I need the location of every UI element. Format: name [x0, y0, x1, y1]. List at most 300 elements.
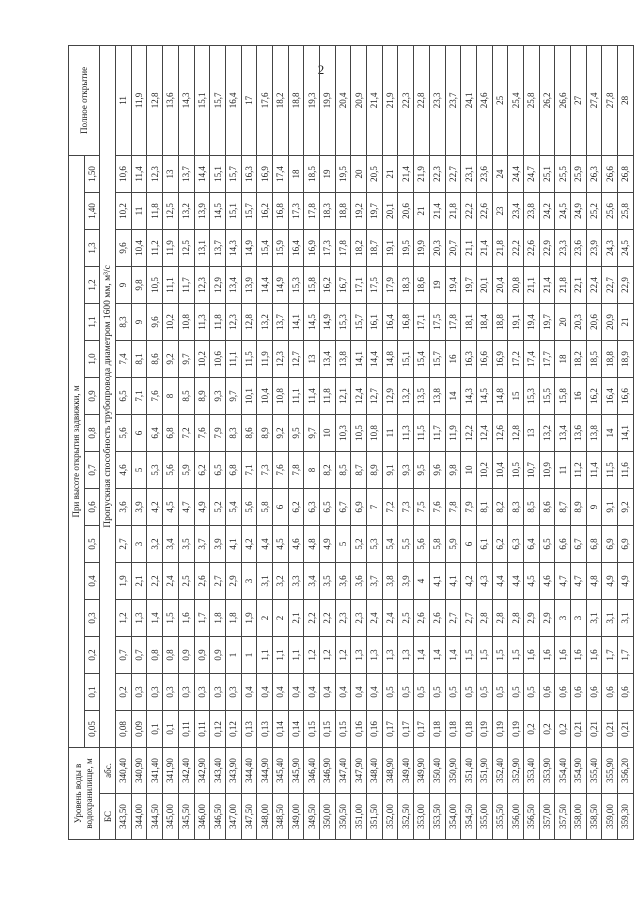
flow-cell: 6 [272, 489, 288, 526]
flow-cell: 7,3 [257, 452, 273, 489]
flow-cell: 7,6 [194, 415, 210, 452]
flow-cell: 7,9 [461, 489, 477, 526]
flow-cell: 2,1 [288, 600, 304, 637]
flow-cell: 9 [116, 267, 132, 304]
flow-cell: 19,9 [320, 45, 336, 155]
opening-header: 1,2 [84, 267, 100, 304]
flow-cell: 10,5 [147, 267, 163, 304]
flow-cell: 12,3 [272, 341, 288, 378]
flow-cell: 8,1 [476, 489, 492, 526]
flow-cell: 9,7 [178, 341, 194, 378]
table-row [147, 45, 163, 839]
flow-cell: 3,8 [382, 563, 398, 600]
flow-cell: 24,2 [539, 193, 555, 230]
flow-cell: 10,2 [116, 193, 132, 230]
flow-cell: 14,4 [367, 341, 383, 378]
flow-cell: 0,09 [131, 711, 147, 748]
flow-cell: 4,9 [618, 563, 634, 600]
flow-cell: 16,2 [257, 193, 273, 230]
flow-cell: 25,4 [508, 45, 524, 155]
opening-header: 0,5 [84, 526, 100, 563]
flow-cell: 9,2 [272, 415, 288, 452]
flow-cell: 0,21 [618, 711, 634, 748]
flow-cell: 8,5 [335, 452, 351, 489]
flow-cell: 10 [461, 452, 477, 489]
table-row [304, 45, 320, 839]
level-abs-cell: 353,90 [539, 748, 555, 794]
flow-cell: 3 [241, 563, 257, 600]
flow-cell: 1,5 [492, 637, 508, 674]
level-bs-cell: 348,50 [272, 794, 288, 840]
flow-cell: 13,4 [320, 341, 336, 378]
table-row [367, 45, 383, 839]
flow-cell: 16,4 [225, 45, 241, 155]
flow-cell: 0,14 [288, 711, 304, 748]
flow-cell: 2,9 [523, 600, 539, 637]
flow-cell: 7,6 [429, 489, 445, 526]
flow-cell: 2,4 [382, 600, 398, 637]
flow-cell: 11,8 [147, 193, 163, 230]
level-bs-cell: 351,50 [367, 794, 383, 840]
flow-cell: 11,6 [618, 452, 634, 489]
flow-cell: 6,3 [304, 489, 320, 526]
flow-cell: 14,9 [241, 230, 257, 267]
level-abs-cell: 350,40 [429, 748, 445, 794]
flow-cell: 1,3 [398, 637, 414, 674]
flow-cell: 10,4 [492, 452, 508, 489]
flow-cell: 11,4 [131, 155, 147, 192]
flow-cell: 13,7 [272, 304, 288, 341]
header-row-1 [69, 45, 85, 839]
flow-cell: 10,9 [539, 452, 555, 489]
flow-cell: 12,3 [147, 155, 163, 192]
flow-cell: 4,8 [304, 526, 320, 563]
flow-cell: 1,8 [210, 600, 226, 637]
flow-cell: 2,8 [508, 600, 524, 637]
flow-cell: 4,5 [272, 526, 288, 563]
flow-cell: 2,9 [539, 600, 555, 637]
flow-cell: 8,1 [131, 341, 147, 378]
flow-cell: 2,1 [131, 563, 147, 600]
flow-cell: 0,1 [147, 711, 163, 748]
flow-cell: 10,4 [257, 378, 273, 415]
flow-cell: 0,4 [367, 674, 383, 711]
flow-cell: 16,6 [476, 341, 492, 378]
flow-cell: 3,9 [131, 489, 147, 526]
flow-cell: 18 [288, 155, 304, 192]
flow-cell: 0,5 [398, 674, 414, 711]
flow-cell: 16,3 [241, 155, 257, 192]
table-row [618, 45, 634, 839]
level-abs-cell: 343,90 [225, 748, 241, 794]
flow-cell: 1,2 [335, 637, 351, 674]
flow-cell: 10,8 [367, 415, 383, 452]
flow-cell: 17,8 [335, 230, 351, 267]
flow-cell: 2,6 [414, 600, 430, 637]
flow-cell: 0,14 [272, 711, 288, 748]
level-abs-cell: 348,40 [367, 748, 383, 794]
flow-cell: 6,3 [508, 526, 524, 563]
flow-cell: 9,7 [304, 415, 320, 452]
flow-cell: 3,6 [116, 489, 132, 526]
flow-cell: 4,2 [147, 489, 163, 526]
flow-cell: 4,4 [257, 526, 273, 563]
flow-cell: 10,3 [335, 415, 351, 452]
flow-cell: 14,5 [304, 304, 320, 341]
flow-cell: 3,4 [163, 526, 179, 563]
flow-cell: 11,7 [429, 415, 445, 452]
flow-cell: 17 [241, 45, 257, 155]
flow-cell: 11,4 [586, 452, 602, 489]
flow-cell: 0,6 [555, 674, 571, 711]
flow-cell: 15,7 [210, 45, 226, 155]
flow-cell: 13,5 [414, 378, 430, 415]
flow-cell: 13,1 [194, 230, 210, 267]
flow-cell: 9 [586, 489, 602, 526]
flow-cell: 0,15 [304, 711, 320, 748]
flow-cell: 26,3 [586, 155, 602, 192]
opening-header: 1,1 [84, 304, 100, 341]
flow-cell: 25,5 [555, 155, 571, 192]
header-row-3 [100, 45, 116, 839]
flow-cell: 24,1 [461, 45, 477, 155]
flow-cell: 0,7 [116, 637, 132, 674]
level-bs-cell: 357,50 [555, 794, 571, 840]
flow-cell: 4,2 [241, 526, 257, 563]
flow-cell: 26,8 [618, 155, 634, 192]
flow-cell: 11,3 [398, 415, 414, 452]
flow-cell: 17,1 [351, 267, 367, 304]
table-row [539, 45, 555, 839]
flow-cell: 8,2 [492, 489, 508, 526]
flow-cell: 4,3 [476, 563, 492, 600]
flow-cell: 16,6 [618, 378, 634, 415]
capacity-subtitle: Пропускная способность трубопровода диаметром 1600 мм, м³/с [100, 45, 116, 747]
flow-cell: 16,4 [602, 378, 618, 415]
flow-cell: 18,8 [602, 341, 618, 378]
flow-cell: 4,4 [508, 563, 524, 600]
flow-cell: 13,4 [225, 267, 241, 304]
flow-cell: 16,7 [335, 267, 351, 304]
flow-cell: 9 [131, 304, 147, 341]
flow-cell: 1,9 [116, 563, 132, 600]
flow-cell: 10,2 [194, 341, 210, 378]
flow-cell: 2,2 [147, 563, 163, 600]
flow-cell: 10 [320, 415, 336, 452]
flow-cell: 17,9 [382, 267, 398, 304]
flow-cell: 6,8 [225, 452, 241, 489]
opening-header: 1,40 [84, 193, 100, 230]
flow-cell: 2,6 [429, 600, 445, 637]
flow-cell: 3,1 [602, 600, 618, 637]
flow-cell: 4,6 [539, 563, 555, 600]
flow-cell: 9,2 [163, 341, 179, 378]
flow-cell: 10,7 [523, 452, 539, 489]
flow-cell: 5 [335, 526, 351, 563]
flow-cell: 6,1 [476, 526, 492, 563]
flow-cell: 5,8 [257, 489, 273, 526]
flow-cell: 18,5 [304, 155, 320, 192]
flow-cell: 1,4 [414, 637, 430, 674]
flow-cell: 12,3 [225, 304, 241, 341]
flow-cell: 0,4 [272, 674, 288, 711]
full-opening-header: Полное открытие [69, 45, 100, 155]
level-abs-cell: 354,90 [571, 748, 587, 794]
level-abs-cell: 342,90 [194, 748, 210, 794]
flow-cell: 18,5 [586, 341, 602, 378]
table-row [586, 45, 602, 839]
flow-cell: 6,9 [351, 489, 367, 526]
page-number: 2 [317, 62, 325, 77]
flow-cell: 13,6 [571, 415, 587, 452]
flow-cell: 20,8 [508, 267, 524, 304]
flow-cell: 12,4 [476, 415, 492, 452]
flow-cell: 9,6 [429, 452, 445, 489]
flow-cell: 20,1 [476, 267, 492, 304]
flow-cell: 6,9 [618, 526, 634, 563]
flow-cell: 16,2 [586, 378, 602, 415]
flow-cell: 6,8 [163, 415, 179, 452]
reservoir-level-header: Уровень воды в водохранилище, м [69, 748, 100, 840]
flow-cell: 19,9 [414, 230, 430, 267]
level-abs-cell: 352,40 [492, 748, 508, 794]
flow-cell: 0,4 [241, 674, 257, 711]
flow-cell: 2,4 [163, 563, 179, 600]
flow-cell: 6,7 [335, 489, 351, 526]
flow-cell: 7 [367, 489, 383, 526]
flow-cell: 21,9 [382, 45, 398, 155]
flow-cell: 0,6 [586, 674, 602, 711]
flow-cell: 17,1 [414, 304, 430, 341]
flow-cell: 3,1 [257, 563, 273, 600]
flow-cell: 26,6 [602, 155, 618, 192]
flow-cell: 1,3 [382, 637, 398, 674]
opening-header: 0,3 [84, 600, 100, 637]
table-row [320, 45, 336, 839]
flow-cell: 20,6 [586, 304, 602, 341]
flow-cell: 0,5 [382, 674, 398, 711]
flow-cell: 18,8 [492, 304, 508, 341]
flow-cell: 11,7 [178, 267, 194, 304]
flow-cell: 0,3 [225, 674, 241, 711]
opening-header: 0,8 [84, 415, 100, 452]
flow-cell: 0,4 [304, 674, 320, 711]
flow-cell: 11,9 [131, 45, 147, 155]
flow-cell: 3,1 [618, 600, 634, 637]
flow-cell: 12,5 [178, 230, 194, 267]
flow-cell: 11,1 [288, 378, 304, 415]
flow-cell: 3,9 [210, 526, 226, 563]
flow-cell: 0,2 [116, 674, 132, 711]
flow-cell: 9,5 [414, 452, 430, 489]
flow-cell: 1,6 [555, 637, 571, 674]
flow-cell: 19,1 [508, 304, 524, 341]
flow-cell: 11,9 [445, 415, 461, 452]
flow-cell: 10,1 [241, 378, 257, 415]
flow-cell: 23,9 [586, 230, 602, 267]
flow-cell: 22,3 [398, 45, 414, 155]
flow-cell: 5,4 [225, 489, 241, 526]
flow-cell: 0,17 [398, 711, 414, 748]
flow-cell: 5,8 [429, 526, 445, 563]
flow-cell: 15 [508, 378, 524, 415]
level-bs-cell: 345,50 [178, 794, 194, 840]
flow-cell: 13,6 [163, 45, 179, 155]
flow-cell: 10,2 [476, 452, 492, 489]
flow-cell: 27,8 [602, 45, 618, 155]
flow-cell: 0,17 [382, 711, 398, 748]
flow-cell: 0,6 [618, 674, 634, 711]
flow-cell: 13,2 [257, 304, 273, 341]
flow-cell: 0,8 [147, 637, 163, 674]
flow-cell: 10,8 [272, 378, 288, 415]
flow-cell: 9,2 [618, 489, 634, 526]
flow-cell: 15,7 [429, 341, 445, 378]
flow-cell: 10,6 [210, 341, 226, 378]
flow-cell: 1,5 [508, 637, 524, 674]
flow-cell: 15,4 [414, 341, 430, 378]
discharge-capacity-table [68, 45, 634, 840]
flow-cell: 1,2 [320, 637, 336, 674]
level-abs-cell: 354,40 [555, 748, 571, 794]
flow-cell: 0,5 [461, 674, 477, 711]
flow-cell: 19,3 [304, 45, 320, 155]
flow-cell: 16,8 [272, 193, 288, 230]
flow-cell: 0,12 [225, 711, 241, 748]
flow-cell: 1,6 [539, 637, 555, 674]
flow-cell: 14,9 [272, 267, 288, 304]
level-abs-cell: 346,90 [320, 748, 336, 794]
table-row [523, 45, 539, 839]
level-bs-cell: 354,50 [461, 794, 477, 840]
flow-cell: 5,9 [178, 452, 194, 489]
flow-cell: 0,8 [163, 637, 179, 674]
flow-cell: 0,3 [210, 674, 226, 711]
flow-cell: 17,3 [320, 230, 336, 267]
flow-cell: 4,7 [571, 563, 587, 600]
level-bs-cell: 353,00 [414, 794, 430, 840]
table-row [492, 45, 508, 839]
flow-cell: 16 [445, 341, 461, 378]
flow-cell: 15,1 [210, 155, 226, 192]
level-bs-cell: 343,50 [116, 794, 132, 840]
opening-header: 0,7 [84, 452, 100, 489]
flow-cell: 5,2 [351, 526, 367, 563]
flow-cell: 9,3 [398, 452, 414, 489]
flow-cell: 15,1 [194, 45, 210, 155]
table-row [272, 45, 288, 839]
flow-cell: 0,4 [351, 674, 367, 711]
flow-cell: 22,9 [539, 230, 555, 267]
flow-cell: 0,3 [131, 674, 147, 711]
flow-cell: 25,9 [571, 155, 587, 192]
flow-cell: 5,3 [367, 526, 383, 563]
flow-cell: 22,2 [461, 193, 477, 230]
flow-cell: 14,3 [178, 45, 194, 155]
level-abs-cell: 356,20 [618, 748, 634, 794]
flow-cell: 6,4 [523, 526, 539, 563]
table-row [225, 45, 241, 839]
flow-cell: 16,4 [288, 230, 304, 267]
flow-cell: 4,9 [320, 526, 336, 563]
flow-cell: 8,3 [116, 304, 132, 341]
table-row [508, 45, 524, 839]
flow-cell: 8,6 [147, 341, 163, 378]
table-row [602, 45, 618, 839]
flow-cell: 1,1 [272, 637, 288, 674]
flow-cell: 5,9 [445, 526, 461, 563]
level-bs-cell: 354,00 [445, 794, 461, 840]
flow-cell: 24 [492, 155, 508, 192]
level-bs-cell: 346,00 [194, 794, 210, 840]
flow-cell: 13,4 [555, 415, 571, 452]
flow-cell: 17,4 [272, 155, 288, 192]
flow-cell: 18,6 [414, 267, 430, 304]
opening-header: 0,1 [84, 674, 100, 711]
flow-cell: 13 [523, 415, 539, 452]
flow-cell: 1,9 [241, 600, 257, 637]
flow-cell: 27 [571, 45, 587, 155]
flow-cell: 1,7 [618, 637, 634, 674]
flow-cell: 12,4 [351, 378, 367, 415]
level-bs-cell: 344,00 [131, 794, 147, 840]
flow-cell: 11,5 [414, 415, 430, 452]
flow-cell: 21 [414, 193, 430, 230]
flow-cell: 21,4 [398, 155, 414, 192]
level-abs-cell: 352,90 [508, 748, 524, 794]
flow-cell: 12,9 [382, 378, 398, 415]
flow-cell: 0,9 [194, 637, 210, 674]
flow-cell: 19,4 [523, 304, 539, 341]
flow-cell: 21,9 [414, 155, 430, 192]
flow-cell: 11,2 [571, 452, 587, 489]
flow-cell: 13,2 [398, 378, 414, 415]
flow-cell: 23 [492, 193, 508, 230]
flow-cell: 7,2 [178, 415, 194, 452]
level-abs-cell: 348,90 [382, 748, 398, 794]
opening-header: 1,3 [84, 230, 100, 267]
flow-cell: 2,5 [178, 563, 194, 600]
flow-cell: 3,3 [288, 563, 304, 600]
flow-cell: 4,7 [178, 489, 194, 526]
flow-cell: 0,3 [163, 674, 179, 711]
flow-cell: 6,6 [555, 526, 571, 563]
flow-cell: 8,5 [523, 489, 539, 526]
flow-cell: 4,1 [225, 526, 241, 563]
flow-cell: 0,3 [178, 674, 194, 711]
table-row [555, 45, 571, 839]
flow-cell: 6,2 [194, 452, 210, 489]
flow-cell: 15,7 [225, 155, 241, 192]
table-row [335, 45, 351, 839]
level-abs-cell: 346,40 [304, 748, 320, 794]
table-row [414, 45, 430, 839]
level-bs-cell: 352,50 [398, 794, 414, 840]
flow-cell: 1,6 [178, 600, 194, 637]
flow-cell: 22,4 [586, 267, 602, 304]
flow-cell: 17,3 [288, 193, 304, 230]
flow-cell: 22,8 [414, 45, 430, 155]
flow-cell: 14 [602, 415, 618, 452]
flow-cell: 24,6 [476, 45, 492, 155]
flow-cell: 17,4 [523, 341, 539, 378]
table-row [461, 45, 477, 839]
flow-cell: 0,08 [116, 711, 132, 748]
flow-cell: 19,7 [461, 267, 477, 304]
flow-cell: 11 [131, 193, 147, 230]
flow-cell: 0,5 [414, 674, 430, 711]
level-abs-header: абс. [100, 748, 116, 794]
